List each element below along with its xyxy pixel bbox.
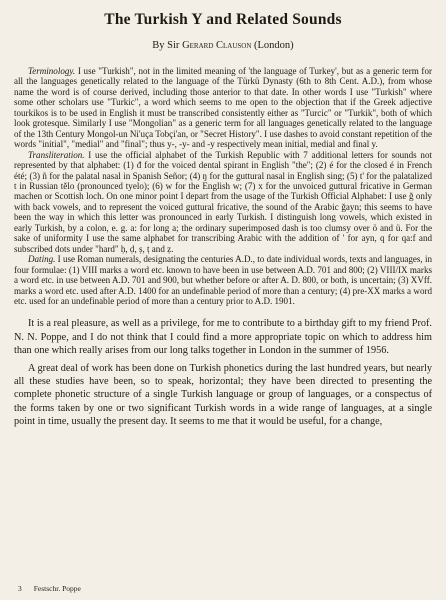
dating-heading: Dating. [28,254,56,265]
terminology-heading: Terminology. [28,66,76,76]
dating-text: I use Roman numerals, designating the centuries A.D., to date individual words, texts and languages, in four formulae: (1) VIII marks a word etc. known to have been in use between A.D. 701 and 800; (2) VIII/IX marks a word etc. in use between A.D. 701 and 900, but whether before or after A. D. 800, or both, is uncertain; (3) XVff. marks a word etc. used after A.D. 1400 for an undefinable period of more than a century; (4) pre-XX marks a word etc. used for an undefinable period of more than a century prior to A.D. 1901. [14,254,432,306]
dating-paragraph [14,254,432,306]
author-affiliation: (London) [251,40,294,51]
book-short-title: Festschr. Poppe [33,584,81,593]
signature-mark: 3 [18,584,22,593]
body-paragraph: A great deal of work has been done on Turkish phonetics during the last hundred years, but nearly all these studies have been, so to speak, horizontal; they have been directed to presenting the complete phonetic structure of a single Turkish language or group of languages, or a conspectus of the forms taken by one or two significant Turkish words in a wide range of languages, at a single point in time, usually the present day. It seems to me that it would be useful, for a change, [14,362,432,428]
author-line [14,39,432,52]
page-footer [18,584,81,593]
terminology-text: I use "Turkish", not in the limited meaning of 'the language of Turkey', but as a generic term for all the languages genetically related to the language of the Türkü Dynasty (6th to 8th Cent. A.D.), from whose name the word is of course derived, including those anterior to that date. In other words I use "Turkish" where some other scholars use "Turkic", a word which seems to me open to the objection that if the Greek adjective tourkikos is to be used in English it must be transcribed consistently either as "Turcic" or "Turkik", both of which look grotesque. Similarly I use "Mongolian" as a generic term for all languages genetically related to the language of the 13th Century Mongol-un Ni'uça Tobçi'an, or "Secret History". I use dashes to avoid constant repetition of the words "initial", "medial" and "final"; thus y-, -y- and -y respectively mean initial, medial and final y. [14,66,432,150]
preliminary-notes [14,66,432,306]
article-title: The Turkish Y and Related Sounds [104,11,342,28]
author-prefix: By Sir [152,40,183,51]
body-paragraph: It is a real pleasure, as well as a privilege, for me to contribute to a birthday gift to my friend Prof. N. N. Poppe, and I do not think that I could find a more appropriate topic on which to address him than one which really arises from our long talks together in London in the summer of 1956. [14,318,432,357]
article-body [14,317,432,428]
transliteration-paragraph [14,150,432,255]
terminology-paragraph [14,66,432,150]
transliteration-heading: Transliteration. [28,149,85,160]
author-name: Gerard Clauson [182,40,252,51]
transliteration-text: I use the official alphabet of the Turkish Republic with 7 additional letters for sounds not represented by that alphabet: (1) đ for the voiced dental spirant in English "the"; (2) é for the closed é in French été; (3) ñ for the palatal nasal in Spanish Señor; (4) ŋ for the guttural nasal in English sing; (5) t' for the palatalized t in Russian tělo (pronounced tyelo); (6) w for the English w; (7) x for the unvoiced guttural fricative in German machen or Scottish loch. On one minor point I depart from the usage of the Turkish Official Alphabet: I use ğ only with back vowels, and to represent the voiced guttural fricative, the sound of the Arabic ğayn; this seems to have been the way in which this letter was pronounced in early Turkish. I distinguish long vowels, which existed in early Turkish, by a colon, e. g. a: for long a; the ordinary superimposed dash is too clumsy over ö and ü. For the sake of uniformity I use the same alphabet for transcribing Arabic with the addition of ' for ayn, q for qa:f and subscribed dots under "hard" ḥ, ḍ, ṣ, ṭ and ẓ. [14,149,432,254]
